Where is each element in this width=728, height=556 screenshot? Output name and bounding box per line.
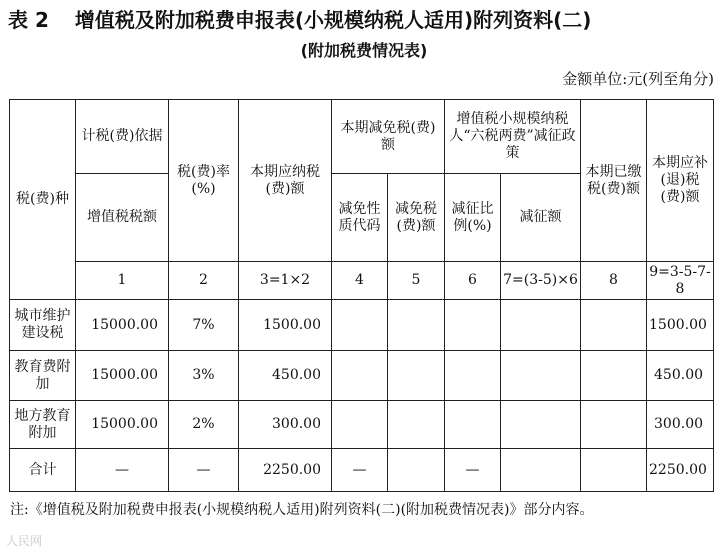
watermark: 人民网 <box>6 534 43 548</box>
cell-payable: 1500.00 <box>239 300 332 351</box>
cell-policy <box>501 351 581 401</box>
row-name: 城市维护建设税 <box>10 300 76 351</box>
table-row <box>10 300 714 351</box>
cell-policy <box>501 300 581 351</box>
amount-unit: 金额单位:元(列至角分) <box>562 70 714 88</box>
cell-refund: 450.00 <box>647 351 714 401</box>
cell-reduction <box>388 449 445 492</box>
cell-rate: 2% <box>169 401 239 449</box>
column-number: 4 <box>332 262 388 300</box>
cell-code: — <box>332 449 388 492</box>
row-name: 地方教育附加 <box>10 401 76 449</box>
header-tax-type: 税(费)种 <box>10 100 76 300</box>
cell-basis: 15000.00 <box>76 351 169 401</box>
header-reduction-code: 减免性质代码 <box>332 174 388 262</box>
cell-reduction <box>388 300 445 351</box>
cell-refund: 2250.00 <box>647 449 714 492</box>
column-number: 8 <box>581 262 647 300</box>
cell-code <box>332 401 388 449</box>
cell-refund: 1500.00 <box>647 300 714 351</box>
cell-reduction <box>388 401 445 449</box>
row-name: 合计 <box>10 449 76 492</box>
table-title: 增值税及附加税费申报表(小规模纳税人适用)附列资料(二) <box>74 8 592 32</box>
cell-ratio <box>445 401 501 449</box>
header-policy-ratio: 减征比例(%) <box>445 174 501 262</box>
cell-payable: 450.00 <box>239 351 332 401</box>
page-subtitle: (附加税费情况表) <box>300 41 428 60</box>
table-row <box>10 401 714 449</box>
cell-basis: 15000.00 <box>76 300 169 351</box>
header-policy: 增值税小规模纳税人“六税两费”减征政策 <box>445 100 581 174</box>
cell-paid <box>581 401 647 449</box>
cell-rate: 3% <box>169 351 239 401</box>
header-payable: 本期应纳税(费)额 <box>239 100 332 262</box>
cell-payable: 2250.00 <box>239 449 332 492</box>
cell-payable: 300.00 <box>239 401 332 449</box>
column-number: 3=1×2 <box>239 262 332 300</box>
cell-paid <box>581 300 647 351</box>
column-number: 5 <box>388 262 445 300</box>
cell-rate: 7% <box>169 300 239 351</box>
header-refund: 本期应补(退)税(费)额 <box>647 100 714 262</box>
table-number: 表 2 <box>8 8 49 32</box>
footnote: 注:《增值税及附加税费申报表(小规模纳税人适用)附列资料(二)(附加税费情况表)》部分内容。 <box>10 502 594 518</box>
cell-paid <box>581 449 647 492</box>
header-reduction: 本期减免税(费)额 <box>332 100 445 174</box>
table-row-total <box>10 449 714 492</box>
cell-basis: 15000.00 <box>76 401 169 449</box>
cell-refund: 300.00 <box>647 401 714 449</box>
cell-basis: — <box>76 449 169 492</box>
cell-rate: — <box>169 449 239 492</box>
cell-ratio: — <box>445 449 501 492</box>
column-number: 7=(3-5)×6 <box>501 262 581 300</box>
column-number: 9=3-5-7-8 <box>647 262 714 300</box>
cell-ratio <box>445 351 501 401</box>
cell-policy <box>501 401 581 449</box>
page-title <box>8 7 720 33</box>
column-number: 6 <box>445 262 501 300</box>
table-row <box>10 351 714 401</box>
header-paid: 本期已缴税(费)额 <box>581 100 647 262</box>
header-rate: 税(费)率(%) <box>169 100 239 262</box>
cell-code <box>332 351 388 401</box>
header-reduction-amount: 减免税(费)额 <box>388 174 445 262</box>
cell-paid <box>581 351 647 401</box>
cell-ratio <box>445 300 501 351</box>
header-policy-amount: 减征额 <box>501 174 581 262</box>
cell-reduction <box>388 351 445 401</box>
surcharge-table <box>9 99 714 492</box>
column-number: 1 <box>76 262 169 300</box>
header-basis-vat: 增值税税额 <box>76 174 169 262</box>
row-name: 教育费附加 <box>10 351 76 401</box>
cell-policy <box>501 449 581 492</box>
header-basis: 计税(费)依据 <box>76 100 169 174</box>
column-number: 2 <box>169 262 239 300</box>
cell-code <box>332 300 388 351</box>
